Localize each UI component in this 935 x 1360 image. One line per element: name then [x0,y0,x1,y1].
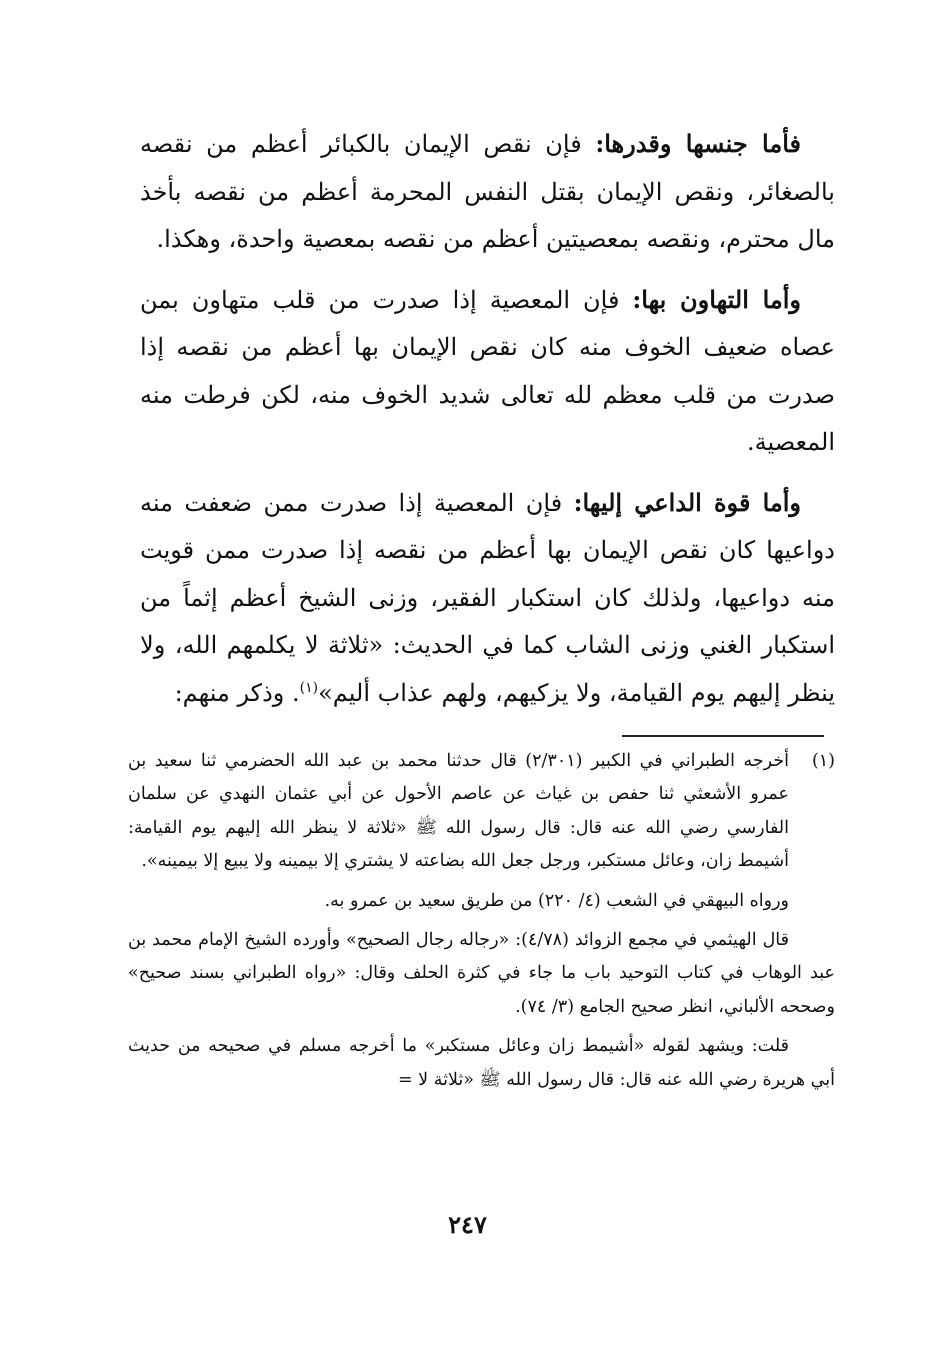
paragraph-negligence [140,276,835,467]
paragraph-tail: . وذكر منهم: [174,678,300,707]
footnote-text: أخرجه الطبراني في الكبير (٢/٣٠١) قال حدثنا محمد بن عبد الله الحضرمي ثنا سعيد بن عمرو الأشعثي ثنا حفص بن غياث عن عاصم الأحول عن أبي عثمان النهدي عن سلمان الفارسي رضي الله عنه قال: قال رسول الله ﷺ «ثلاثة لا ينظر الله إليهم يوم القيامة: أشيمط زان، وعائل مستكبر، ورجل جعل الله بضاعته لا يشتري إلا بيمينه ولا يبيع إلا بيمينه». [128,751,790,872]
main-text [140,120,835,729]
footnote-entry [128,745,835,879]
footnote-number: (١) [811,751,835,771]
footnote-continuation: ورواه البيهقي في الشعب (٤/ ٢٢٠) من طريق سعيد بن عمرو به. [324,890,789,911]
page-number: ٢٤٧ [448,1210,487,1239]
paragraph-heading: وأما قوة الداعي إليها: [573,487,802,517]
paragraph-body: فإن نقص الإيمان بالكبائر أعظم من نقصه بالصغائر، ونقص الإيمان بقتل النفس المحرمة أعظم من نقصه بأخذ مال محترم، ونقصه بمعصيتين أعظم من نقصه بمعصية واحدة، وهكذا. [140,130,835,253]
footnote-continuation: قلت: ويشهد لقوله «أشيمط زان وعائل مستكبر» ما أخرجه مسلم في صحيحه من حديث أبي هريرة رضي الله عنه قال: قال رسول الله ﷺ «ثلاثة لا = [128,1036,835,1090]
footnote-continuation: قال الهيثمي في مجمع الزوائد (٤/٧٨): «رجاله رجال الصحيح» وأورده الشيخ الإمام محمد بن عبد الوهاب في كتاب التوحيد باب ما جاء في كثرة الحلف وقال: «رواه الطبراني بسند صحيح» وصححه الألباني، انظر صحيح الجامع (٣/ ٧٤). [128,930,835,1017]
paragraph-heading: فأما جنسها وقدرها: [595,129,801,158]
paragraph-body: فإن المعصية إذا صدرت من قلب متهاون بمن عصاه ضعيف الخوف منه كان نقص الإيمان بها أعظم من نقصه إذا صدرت من قلب معظم لله تعالى شديد الخوف منه، لكن فرطت منه المعصية. [140,285,835,456]
paragraph-body: فإن المعصية إذا صدرت ممن ضعفت منه دواعيها كان نقص الإيمان بها أعظم من نقصه إذا صدرت ممن قويت منه دواعيها، ولذلك كان استكبار الفقير، وزنى الشيخ أعظم إثماً من استكبار الغني وزنى الشاب كما في الحديث: «ثلاثة لا يكلمهم الله، ولا ينظر إليهم يوم القيامة، ولا يزكيهم، ولهم عذاب أليم» [140,488,835,707]
paragraph-strength-of-motive [140,479,835,718]
footnote-reference: (١) [299,679,319,696]
paragraph-heading: وأما التهاون بها: [632,284,801,314]
paragraph-kind-and-amount [140,120,835,264]
footnote-separator [622,735,824,737]
footnotes [128,745,835,1103]
